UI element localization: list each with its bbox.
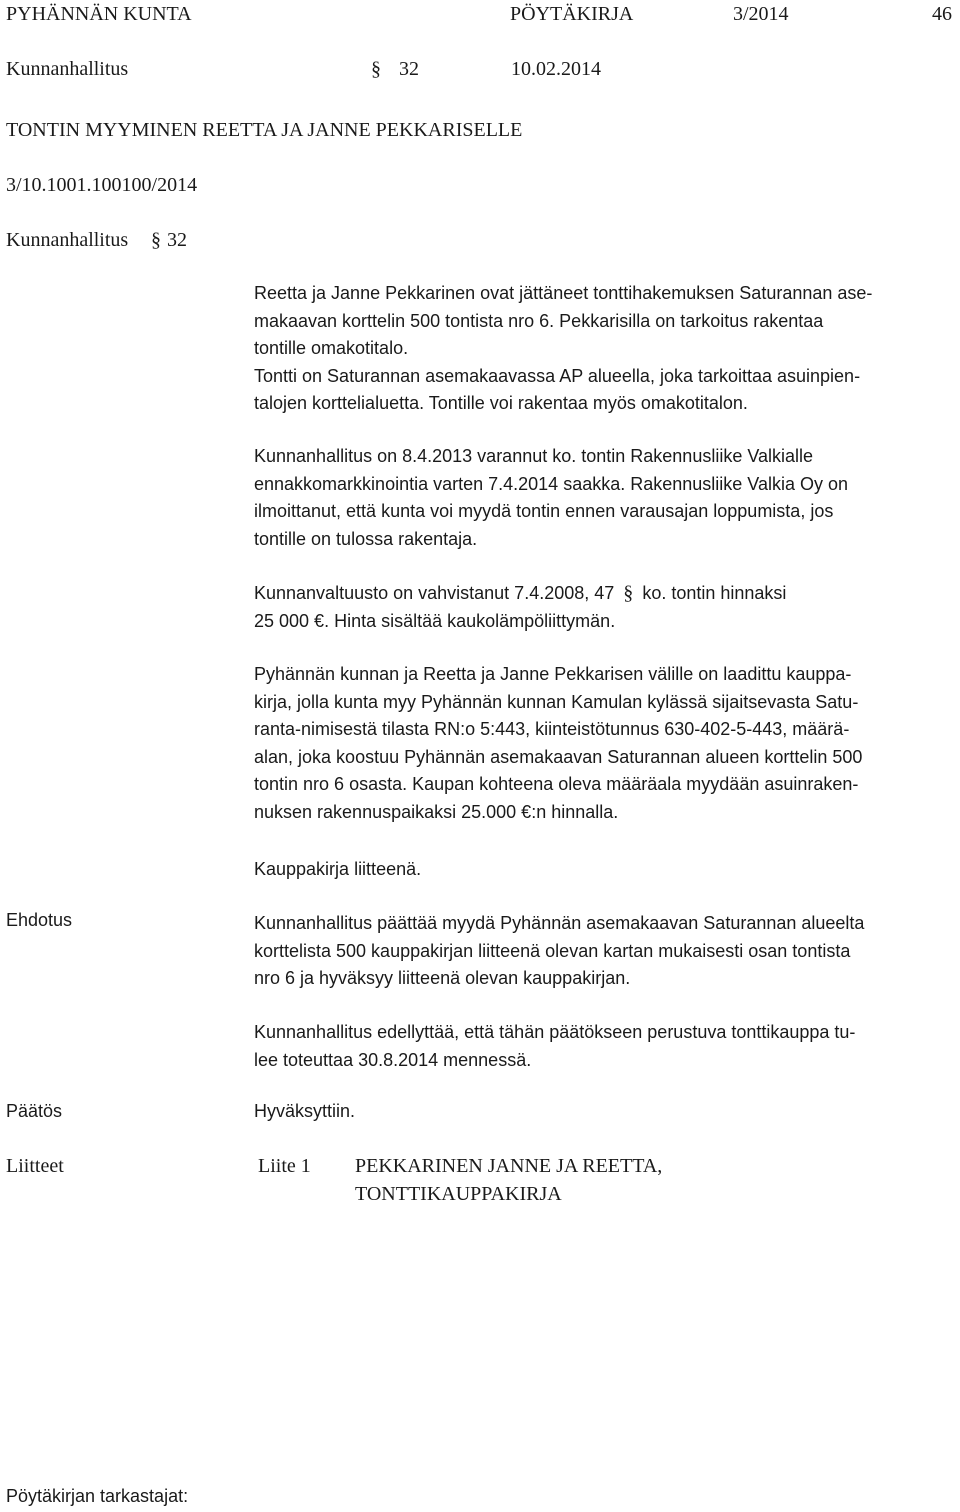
meeting-body: Kunnanhallitus xyxy=(6,58,129,80)
municipality-name: PYHÄNNÄN KUNTA xyxy=(6,3,192,25)
proposal-text xyxy=(254,910,954,993)
text-line: kirja, jolla kunta myy Pyhännän kunnan Kamulan kylässä sijaitsevasta Satu- xyxy=(254,691,859,712)
decision-text: Hyväksyttiin. xyxy=(254,1101,356,1121)
text-line: tontille on tulossa rakentaja. xyxy=(254,528,478,549)
text-line: korttelista 500 kauppakirjan liitteenä olevan kartan mukaisesti osan tontista xyxy=(254,940,851,961)
paragraph-attachment-note xyxy=(254,856,954,884)
prep-body: Kunnanhallitus xyxy=(6,229,129,251)
attachment-title-line1: PEKKARINEN JANNE JA REETTA, xyxy=(355,1155,663,1177)
text-line: 25 000 €. Hinta sisältää kaukolämpöliittymän. xyxy=(254,610,616,631)
issue-number: 3/2014 xyxy=(733,3,789,25)
text-line: nro 6 ja hyväksyy liitteenä olevan kauppakirjan. xyxy=(254,968,631,988)
text-line: tontin nro 6 osasta. Kaupan kohteena oleva määräala myydään asuinraken- xyxy=(254,774,859,794)
paragraph-application xyxy=(254,280,954,418)
record-number: 3/10.1001.100100/2014 xyxy=(6,174,198,196)
paragraph-contract xyxy=(254,661,954,826)
text-line: Reetta ja Janne Pekkarinen ovat jättäneet tonttihakemuksen Saturannan ase- xyxy=(254,283,873,303)
section-sign: § xyxy=(371,58,381,80)
text-line: tontille omakotitalo. xyxy=(254,338,409,358)
text-line: Kunnanhallitus on 8.4.2013 varannut ko. tontin Rakennusliike Valkialle xyxy=(254,446,814,466)
attachment-title-line2: TONTTIKAUPPAKIRJA xyxy=(355,1183,562,1205)
text-line: lee toteuttaa 30.8.2014 mennessä. xyxy=(254,1049,532,1070)
attachment-item-label: Liite 1 xyxy=(258,1155,311,1177)
proposal-label: Ehdotus xyxy=(6,910,73,930)
text-line: Tontti on Saturannan asemakaavassa AP alueella, joka tarkoittaa asuinpien- xyxy=(254,365,861,386)
paragraph-reservation xyxy=(254,443,954,553)
text-line: nuksen rakennuspaikaksi 25.000 €:n hinnalla. xyxy=(254,801,619,822)
attachments-label: Liitteet xyxy=(6,1155,64,1177)
reviewers-label: Pöytäkirjan tarkastajat: xyxy=(6,1486,189,1506)
page-title: TONTIN MYYMINEN REETTA JA JANNE PEKKARISELLE xyxy=(6,119,523,141)
price-text-part1: Kunnanvaltuusto on vahvistanut 7.4.2008, 47 xyxy=(254,583,615,603)
proposal-condition xyxy=(254,1019,954,1074)
paragraph-price xyxy=(254,580,954,635)
price-text-part2: ko. tontin hinnaksi xyxy=(642,583,787,603)
text-line: Kunnanhallitus päättää myydä Pyhännän asemakaavan Saturannan alueelta xyxy=(254,913,865,933)
text-line: alan, joka koostuu Pyhännän asemakaavan Saturannan alueen korttelin 500 xyxy=(254,746,863,767)
text-line: ranta-nimisestä tilasta RN:o 5:443, kiinteistötunnus 630-402-5-443, määrä- xyxy=(254,719,850,739)
prep-section-sign: § xyxy=(151,229,161,251)
text-line xyxy=(254,580,954,608)
text-line: Pyhännän kunnan ja Reetta ja Janne Pekkarisen välille on laadittu kauppa- xyxy=(254,664,852,684)
text-line: talojen korttelialuetta. Tontille voi rakentaa myös omakotitalon. xyxy=(254,393,748,413)
prep-section-number: 32 xyxy=(167,229,187,251)
text-line: makaavan korttelin 500 tontista nro 6. Pekkarisilla on tarkoitus rakentaa xyxy=(254,310,824,331)
text-line: Kauppakirja liitteenä. xyxy=(254,859,422,879)
page-number: 46 xyxy=(932,3,952,25)
text-line: ennakkomarkkinointia varten 7.4.2014 saakka. Rakennusliike Valkia Oy on xyxy=(254,473,848,494)
text-line: Kunnanhallitus edellyttää, että tähän päätökseen perustuva tonttikauppa tu- xyxy=(254,1022,856,1042)
meeting-date: 10.02.2014 xyxy=(511,58,601,80)
decision-label: Päätös xyxy=(6,1101,63,1121)
text-line: ilmoittanut, että kunta voi myydä tontin ennen varausajan loppumista, jos xyxy=(254,501,834,521)
section-number: 32 xyxy=(399,58,419,80)
document-type: PÖYTÄKIRJA xyxy=(510,3,634,25)
section-sign: § xyxy=(623,582,634,604)
